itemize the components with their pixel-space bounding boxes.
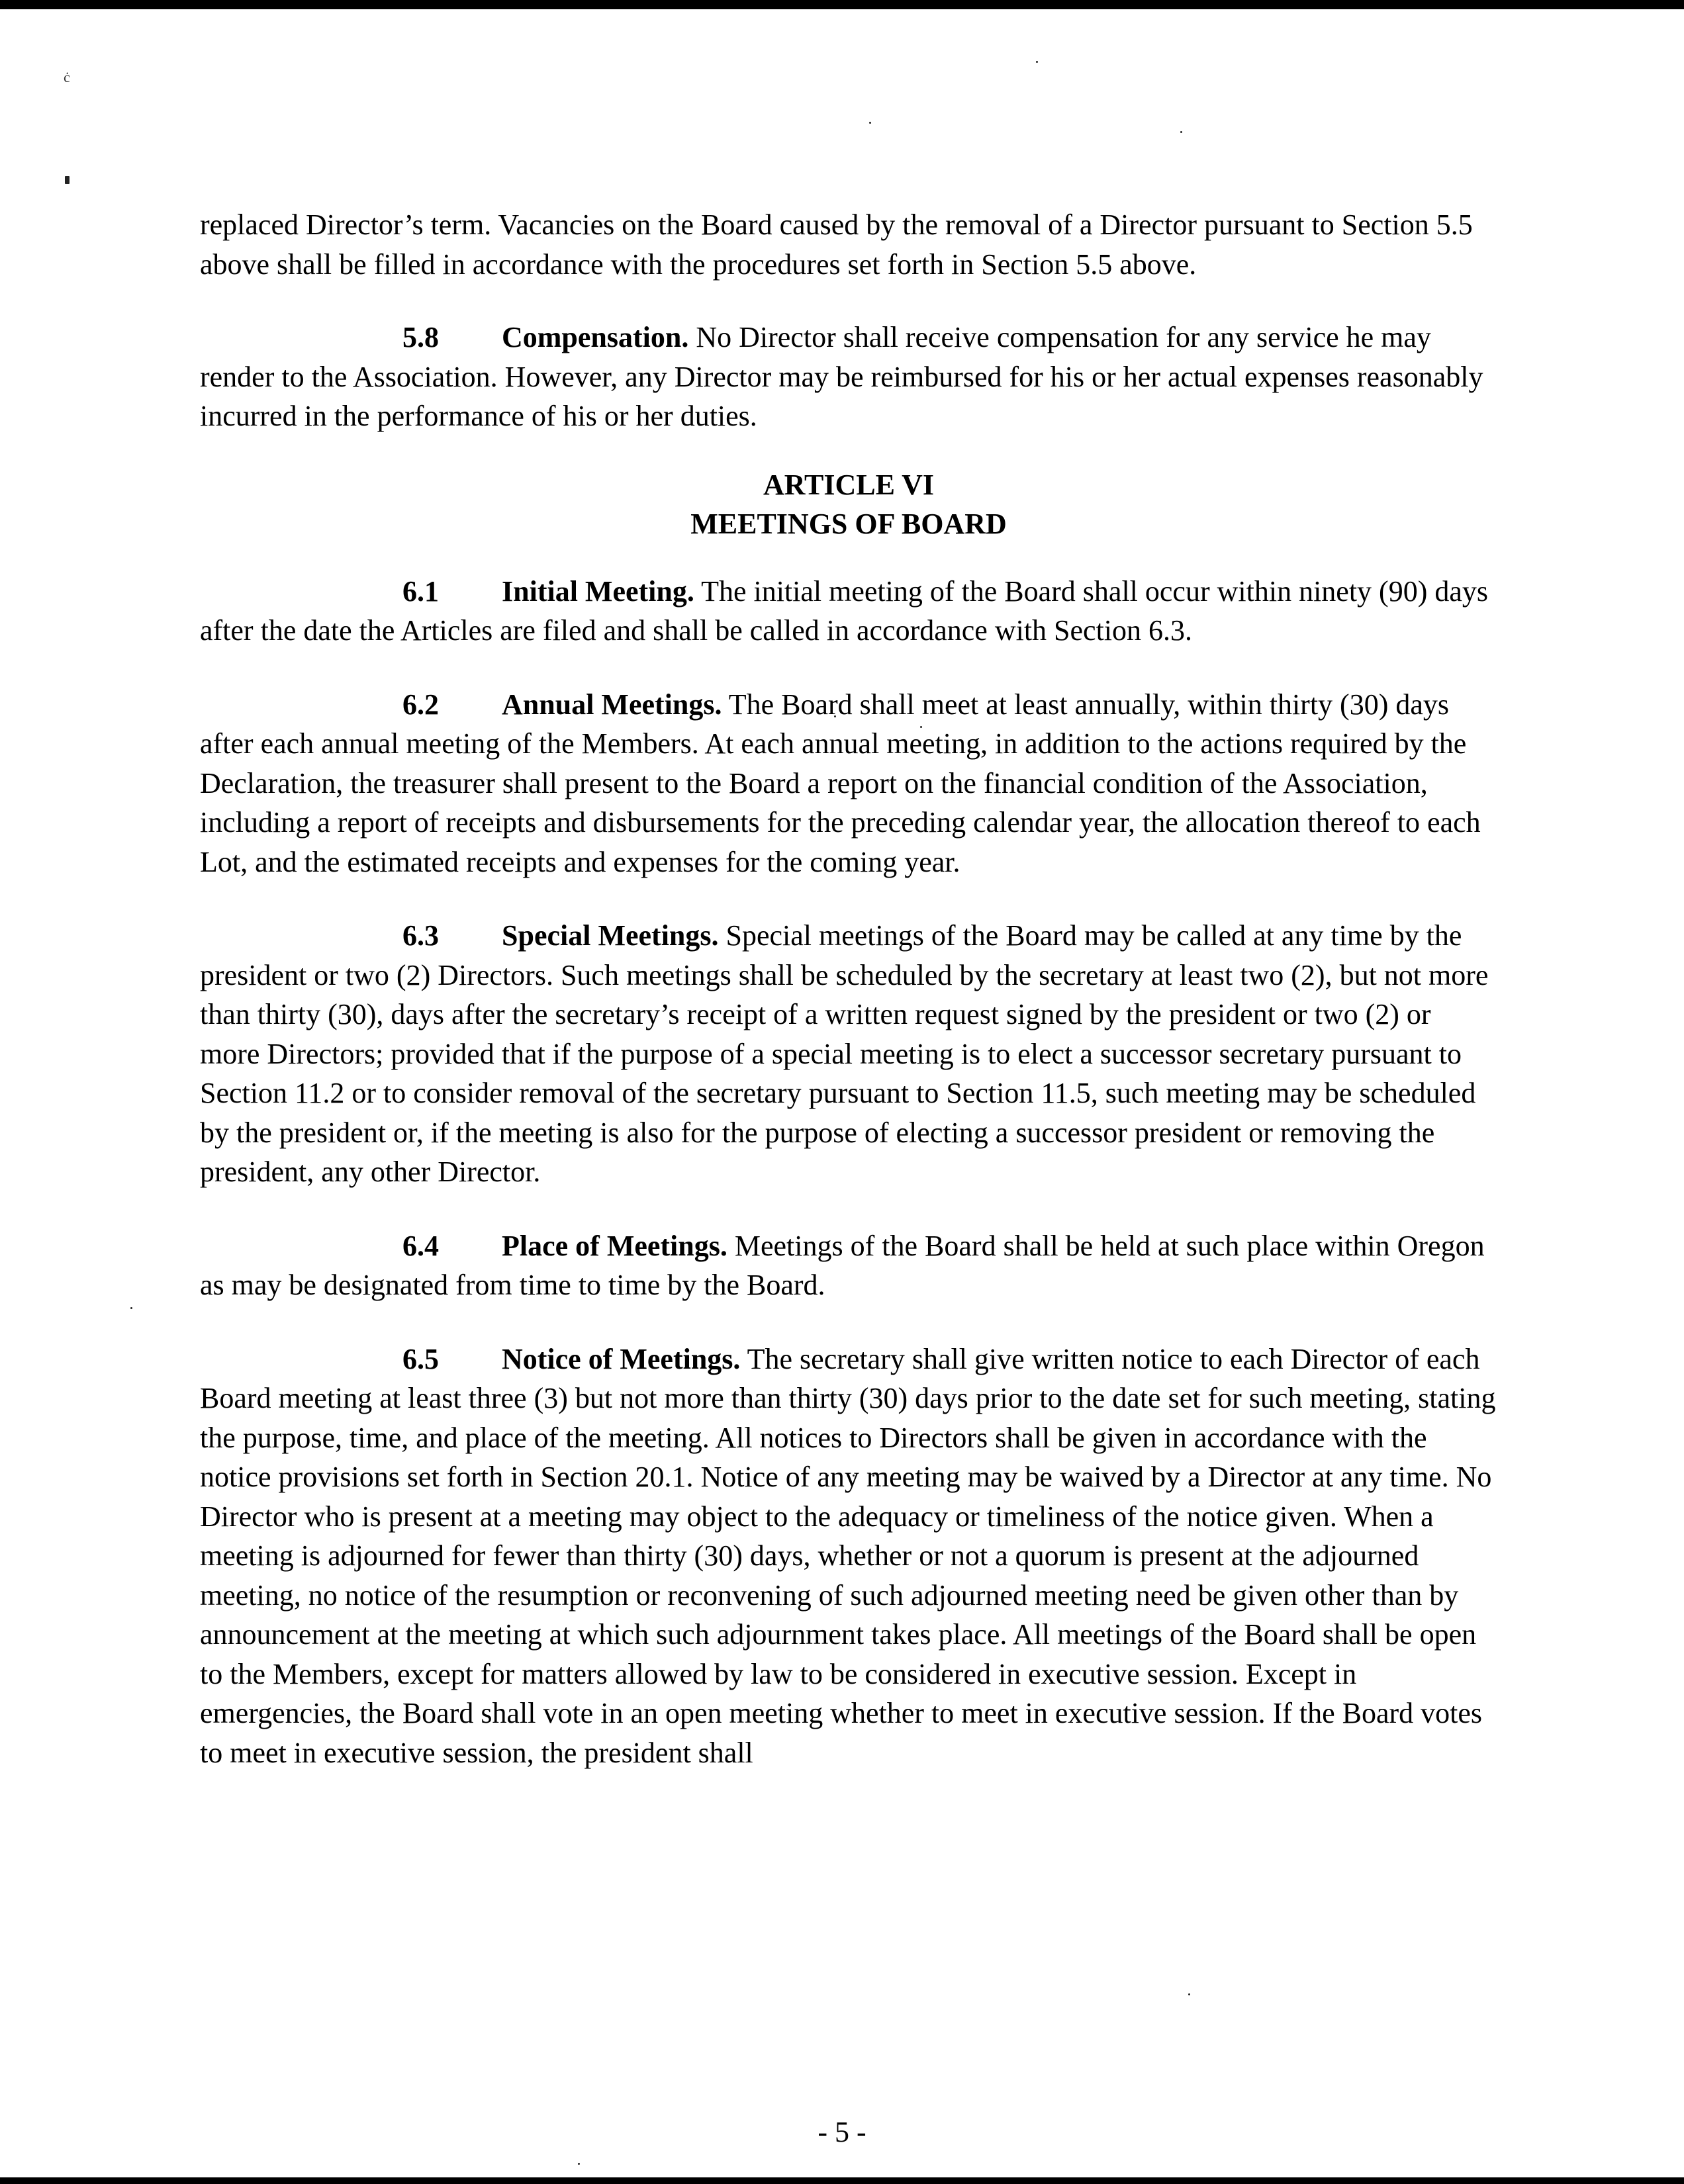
section-6-2	[200, 685, 1497, 882]
scan-artifact-speck	[578, 2163, 580, 2165]
scan-border-top	[0, 0, 1684, 9]
scan-artifact-speck	[65, 176, 70, 184]
section-title: Special Meetings.	[502, 919, 719, 952]
section-text: The secretary shall give written notice to each Director of each Board meeting at least three (3) but not more than thirty (30) days prior to the date set for such meeting, stating the purpose, time, and place of the meeting. All notices to Directors shall be given in accordance with the notice provisions set forth in Section 20.1. Notice of any meeting may be waived by a Director at any time. No Director who is present at a meeting may object to the adequacy or timeliness of the notice given. When a meeting is adjourned for fewer than thirty (30) days, whether or not a quorum is present at the adjourned meeting, no notice of the resumption or reconvening of such adjourned meeting need be given other than by announcement at the meeting at which such adjournment takes place. All meetings of the Board shall be open to the Members, except for matters allowed by law to be considered in executive session. Except in emergencies, the Board shall vote in an open meeting whether to meet in executive session. If the Board votes to meet in executive session, the president shall	[200, 1342, 1496, 1769]
section-text: Meetings of the Board shall be held at such place within Oregon as may be designated from time to time by the Board.	[200, 1229, 1485, 1301]
section-number: 6.1	[402, 574, 439, 608]
section-text: Special meetings of the Board may be called at any time by the president or two (2) Directors. Such meetings shall be scheduled by the secretary at least two (2), but not more than thirty (30), days after the secretary’s receipt of a written request signed by the president or two (2) or more Directors; provided that if the purpose of a special meeting is to elect a successor secretary pursuant to Section 11.2 or to consider removal of the secretary pursuant to Section 11.5, such meeting may be scheduled by the president or, if the meeting is also for the purpose of electing a successor president or removing the president, any other Director.	[200, 919, 1489, 1188]
scan-border-bottom	[0, 2177, 1684, 2184]
section-title: Notice of Meetings.	[502, 1342, 741, 1375]
continuation-paragraph: replaced Director’s term. Vacancies on the Board caused by the removal of a Director pursuant to Section 5.5 above shall be filled in accordance with the procedures set forth in Section 5.5 above.	[200, 208, 1473, 281]
section-number: 6.5	[402, 1342, 439, 1375]
section-text: The Board shall meet at least annually, within thirty (30) days after each annual meeting of the Members. At each annual meeting, in addition to the actions required by the Declaration, the treasurer shall present to the Board a report on the financial condition of the Association, including a report of receipts and disbursements for the preceding calendar year, the allocation thereof to each Lot, and the estimated receipts and expenses for the coming year.	[200, 688, 1481, 878]
article-number: ARTICLE VI	[763, 468, 935, 501]
section-number: 6.4	[402, 1229, 439, 1262]
section-number: 6.2	[402, 688, 439, 721]
page-number: - 5 -	[818, 2116, 866, 2148]
section-5-8	[200, 318, 1497, 436]
scan-artifact-mark: ċ	[64, 69, 70, 85]
section-title: Compensation.	[502, 321, 689, 353]
section-number: 6.3	[402, 919, 439, 952]
section-text: The initial meeting of the Board shall occur within ninety (90) days after the date the Articles are filed and shall be called in accordance with Section 6.3.	[200, 574, 1489, 647]
section-6-1	[200, 572, 1497, 651]
scan-artifact-speck	[869, 122, 871, 124]
section-text: No Director shall receive compensation for any service he may render to the Association. However, any Director may be reimbursed for his or her actual expenses reasonably incurred in the performance of his or her duties.	[200, 321, 1483, 432]
section-number: 5.8	[402, 321, 439, 353]
section-6-3	[200, 916, 1497, 1192]
document-body	[200, 205, 1497, 1772]
section-6-4	[200, 1226, 1497, 1305]
section-title: Annual Meetings.	[502, 688, 722, 721]
section-title: Initial Meeting.	[502, 574, 694, 608]
article-title: MEETINGS OF BOARD	[690, 508, 1007, 540]
scan-artifact-speck	[1036, 61, 1038, 63]
scan-artifact-speck	[1188, 1993, 1190, 1995]
scan-artifact-speck	[130, 1307, 132, 1309]
scan-artifact-speck	[1180, 131, 1182, 133]
section-title: Place of Meetings.	[502, 1229, 727, 1262]
section-6-5	[200, 1340, 1497, 1773]
